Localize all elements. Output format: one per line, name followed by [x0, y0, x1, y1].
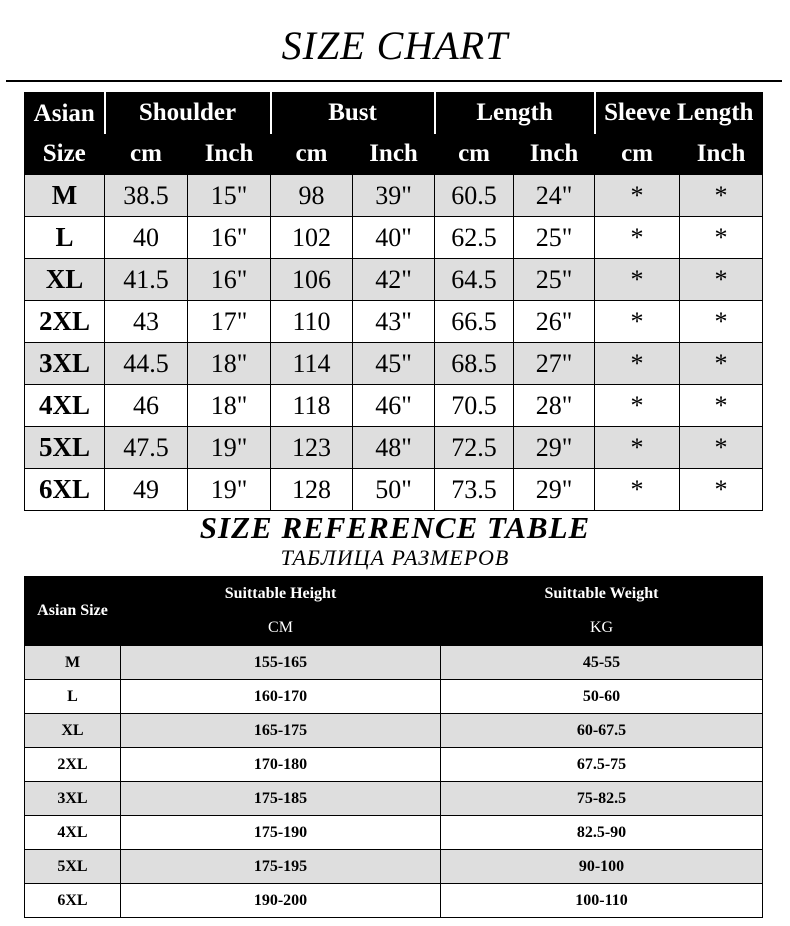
measurement-cell: 43: [105, 301, 188, 343]
measurement-cell: 17": [188, 301, 271, 343]
size-cell: 5XL: [25, 427, 105, 469]
measurement-cell: 39": [353, 175, 435, 217]
measurement-cell: 16": [188, 217, 271, 259]
measurement-cell: 15": [188, 175, 271, 217]
size-cell: 4XL: [25, 385, 105, 427]
size-cell: 3XL: [25, 782, 121, 816]
measurement-cell: 46": [353, 385, 435, 427]
size-cell: XL: [25, 259, 105, 301]
weight-cell: 60-67.5: [441, 714, 763, 748]
size-cell: 3XL: [25, 343, 105, 385]
asian-label: Asian: [33, 99, 95, 127]
size-row: [25, 427, 763, 469]
measurement-cell: 38.5: [105, 175, 188, 217]
measurement-cell: 45": [353, 343, 435, 385]
measurement-cell: 25": [514, 217, 595, 259]
reference-table-subtitle: ТАБЛИЦА РАЗМЕРОВ: [280, 545, 510, 570]
measurement-cell: *: [595, 385, 680, 427]
unit-header: Inch: [353, 134, 435, 175]
measurement-cell: 123: [271, 427, 353, 469]
size-cell: L: [25, 680, 121, 714]
measurement-cell: 18": [188, 343, 271, 385]
title-divider: [6, 80, 782, 82]
measurement-cell: 44.5: [105, 343, 188, 385]
measurement-cell: 29": [514, 469, 595, 511]
measurement-cell: *: [595, 469, 680, 511]
measurement-cell: 40": [353, 217, 435, 259]
measurement-cell: 29": [514, 427, 595, 469]
size-chart-header-units: [25, 134, 763, 175]
size-chart-body: [25, 175, 763, 511]
weight-cell: 90-100: [441, 850, 763, 884]
height-unit: CM: [121, 611, 441, 646]
size-row: [25, 301, 763, 343]
height-cell: 155-165: [121, 646, 441, 680]
measurement-cell: 40: [105, 217, 188, 259]
measurement-cell: 72.5: [435, 427, 514, 469]
measurement-cell: 64.5: [435, 259, 514, 301]
weight-unit: KG: [441, 611, 763, 646]
weight-cell: 82.5-90: [441, 816, 763, 850]
weight-cell: 50-60: [441, 680, 763, 714]
measurement-cell: 106: [271, 259, 353, 301]
unit-header: Inch: [514, 134, 595, 175]
size-cell: M: [25, 646, 121, 680]
reference-row: [25, 884, 763, 918]
reference-row: [25, 782, 763, 816]
measurement-cell: 110: [271, 301, 353, 343]
weight-cell: 75-82.5: [441, 782, 763, 816]
measurement-cell: 66.5: [435, 301, 514, 343]
size-cell: 4XL: [25, 816, 121, 850]
size-cell: 6XL: [25, 469, 105, 511]
measurement-cell: *: [680, 343, 763, 385]
measurement-cell: 60.5: [435, 175, 514, 217]
measurement-cell: *: [595, 217, 680, 259]
measurement-cell: 102: [271, 217, 353, 259]
unit-header: cm: [595, 134, 680, 175]
measurement-cell: 28": [514, 385, 595, 427]
measurement-cell: *: [595, 343, 680, 385]
reference-row: [25, 748, 763, 782]
unit-header: cm: [271, 134, 353, 175]
size-chart-header-groups: [25, 93, 763, 134]
measurement-cell: *: [680, 301, 763, 343]
measurement-cell: 41.5: [105, 259, 188, 301]
reference-unit-row: [25, 611, 763, 646]
measurement-cell: *: [680, 427, 763, 469]
measurement-cell: 114: [271, 343, 353, 385]
height-header: Suittable Height: [121, 577, 441, 611]
measurement-cell: 62.5: [435, 217, 514, 259]
size-chart-title: SIZE CHART: [281, 23, 509, 68]
unit-header: Inch: [680, 134, 763, 175]
size-label: Size: [42, 139, 86, 167]
measurement-cell: 48": [353, 427, 435, 469]
size-cell: XL: [25, 714, 121, 748]
reference-row: [25, 816, 763, 850]
bust-header: Bust: [271, 93, 435, 134]
size-cell: 2XL: [25, 301, 105, 343]
measurement-cell: 19": [188, 427, 271, 469]
measurement-cell: *: [680, 259, 763, 301]
measurement-cell: 46: [105, 385, 188, 427]
measurement-cell: *: [595, 427, 680, 469]
measurement-cell: 19": [188, 469, 271, 511]
sleeve-length-header: Sleeve Length: [595, 93, 763, 134]
measurement-cell: *: [595, 301, 680, 343]
weight-cell: 100-110: [441, 884, 763, 918]
weight-cell: 67.5-75: [441, 748, 763, 782]
unit-header: Inch: [188, 134, 271, 175]
size-cell: 2XL: [25, 748, 121, 782]
weight-header: Suittable Weight: [441, 577, 763, 611]
measurement-cell: 24": [514, 175, 595, 217]
reference-table-title: SIZE REFERENCE TABLE: [199, 510, 591, 545]
size-row: [25, 385, 763, 427]
measurement-cell: 73.5: [435, 469, 514, 511]
measurement-cell: 26": [514, 301, 595, 343]
measurement-cell: 70.5: [435, 385, 514, 427]
weight-cell: 45-55: [441, 646, 763, 680]
measurement-cell: 68.5: [435, 343, 514, 385]
measurement-cell: 118: [271, 385, 353, 427]
unit-header: cm: [435, 134, 514, 175]
measurement-cell: 50": [353, 469, 435, 511]
asian-size-header: Asian Size: [25, 577, 121, 646]
measurement-cell: 16": [188, 259, 271, 301]
reference-row: [25, 680, 763, 714]
size-cell: 6XL: [25, 884, 121, 918]
measurement-cell: 25": [514, 259, 595, 301]
measurement-cell: *: [680, 175, 763, 217]
size-row: [25, 469, 763, 511]
measurement-cell: 27": [514, 343, 595, 385]
measurement-cell: 42": [353, 259, 435, 301]
size-row: [25, 343, 763, 385]
height-cell: 190-200: [121, 884, 441, 918]
reference-header-row: [25, 577, 763, 611]
size-cell: L: [25, 217, 105, 259]
reference-row: [25, 646, 763, 680]
measurement-cell: *: [680, 385, 763, 427]
size-row: [25, 217, 763, 259]
size-row: [25, 259, 763, 301]
reference-row: [25, 714, 763, 748]
measurement-cell: 47.5: [105, 427, 188, 469]
measurement-cell: *: [680, 217, 763, 259]
size-cell: 5XL: [25, 850, 121, 884]
reference-row: [25, 850, 763, 884]
measurement-cell: 18": [188, 385, 271, 427]
height-cell: 175-195: [121, 850, 441, 884]
height-cell: 175-185: [121, 782, 441, 816]
reference-body: [25, 646, 763, 918]
shoulder-header: Shoulder: [105, 93, 271, 134]
measurement-cell: *: [595, 259, 680, 301]
unit-header: cm: [105, 134, 188, 175]
size-reference-table: [24, 576, 763, 918]
measurement-cell: 98: [271, 175, 353, 217]
measurement-cell: *: [595, 175, 680, 217]
height-cell: 175-190: [121, 816, 441, 850]
measurement-cell: 49: [105, 469, 188, 511]
height-cell: 160-170: [121, 680, 441, 714]
asian-size-header: [25, 93, 105, 175]
measurement-cell: 43": [353, 301, 435, 343]
height-cell: 170-180: [121, 748, 441, 782]
size-cell: M: [25, 175, 105, 217]
measurement-cell: *: [680, 469, 763, 511]
size-row: [25, 175, 763, 217]
size-chart-table: [24, 92, 763, 511]
height-cell: 165-175: [121, 714, 441, 748]
length-header: Length: [435, 93, 595, 134]
measurement-cell: 128: [271, 469, 353, 511]
